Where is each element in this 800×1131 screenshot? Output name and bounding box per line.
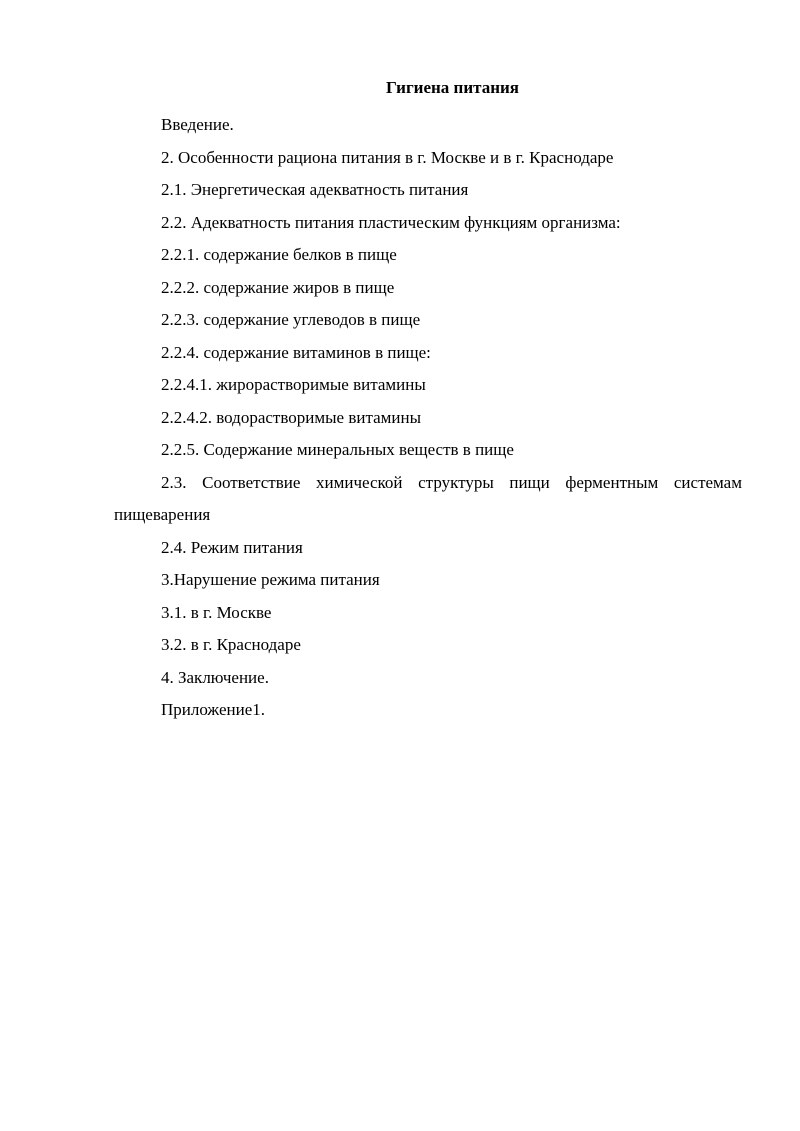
toc-item-2-2-4: 2.2.4. содержание витаминов в пище: (161, 342, 431, 362)
toc-item-3-2: 3.2. в г. Краснодаре (161, 635, 301, 654)
toc-item-2-4: 2.4. Режим питания (161, 537, 303, 557)
toc-item-introduction: Введение. (161, 115, 234, 134)
toc-item-2-2-5: 2.2.5. Содержание минеральных веществ в пище (161, 440, 514, 459)
toc-item-2-2-2: 2.2.2. содержание жиров в пище (161, 277, 395, 297)
toc-item-2-2: 2.2. Адекватность питания пластическим функциям организма: (161, 212, 621, 232)
table-of-contents (114, 109, 742, 727)
toc-item-3-1: 3.1. в г. Москве (161, 602, 272, 622)
document-title: Гигиена питания (385, 78, 519, 97)
toc-item-appendix: Приложение1. (161, 700, 265, 719)
toc-item-2-2-4-2: 2.2.4.2. водорастворимые витамины (161, 407, 422, 427)
toc-item-2-3: 2.3. Соответствие химической структуры пищи ферментным системам пищеварения (114, 472, 742, 524)
toc-item-2-2-3: 2.2.3. содержание углеводов в пище (161, 310, 421, 329)
toc-item-2-1: 2.1. Энергетическая адекватность питания (161, 180, 469, 199)
toc-item-2-2-4-1: 2.2.4.1. жирорастворимые витамины (161, 375, 426, 394)
toc-item-2: 2. Особенности рациона питания в г. Москве и в г. Краснодаре (161, 147, 614, 167)
toc-item-3: 3.Нарушение режима питания (161, 570, 380, 589)
toc-item-2-2-1: 2.2.1. содержание белков в пище (161, 245, 397, 264)
toc-item-4: 4. Заключение. (161, 667, 269, 687)
